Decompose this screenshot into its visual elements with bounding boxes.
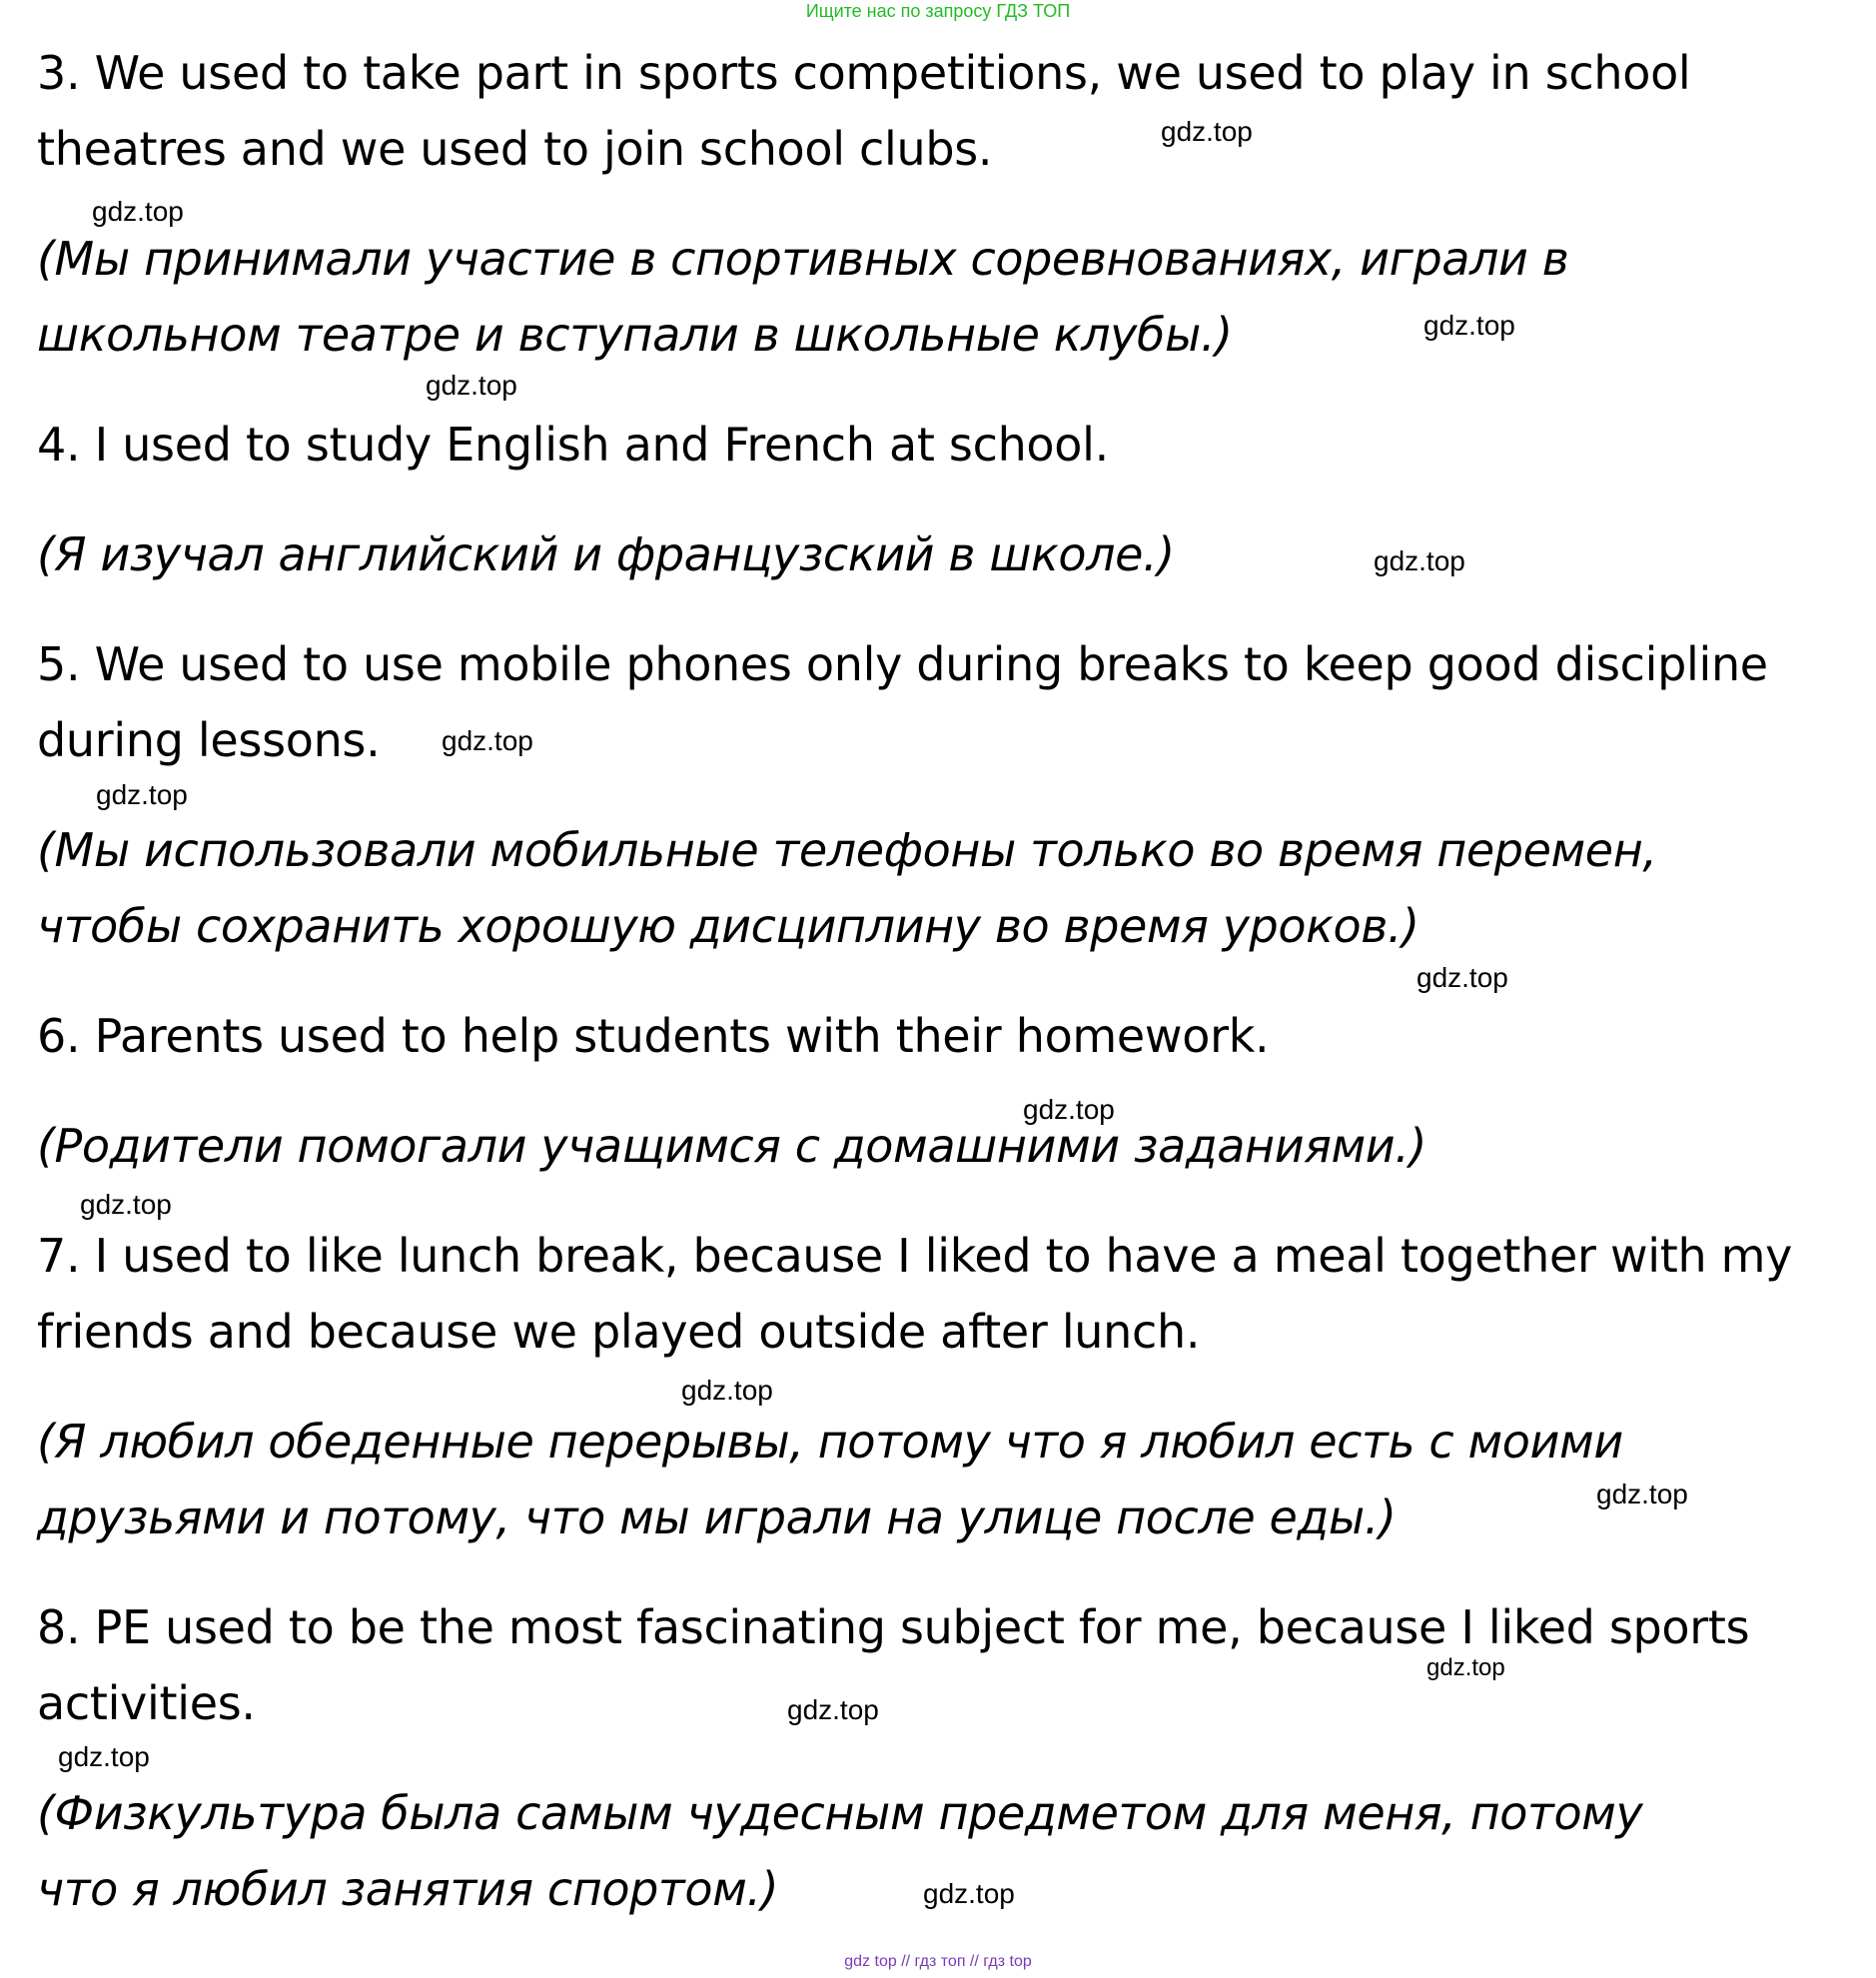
item-5-english-line-2: during lessons. bbox=[37, 713, 381, 767]
watermark: gdz.top bbox=[1374, 545, 1465, 576]
item-7-english-line-1: 7. I used to like lunch break, because I liked to have a meal together with my bbox=[37, 1229, 1793, 1283]
top-banner: Ищите нас по запросу ГДЗ ТОП bbox=[805, 1, 1071, 21]
item-4-english-line-1: 4. I used to study English and French at school. bbox=[37, 418, 1109, 472]
watermark: gdz.top bbox=[787, 1694, 879, 1725]
item-4-russian-line-1: (Я изучал английский и французский в школе.) bbox=[37, 527, 1175, 581]
item-3-english-line-2: theatres and we used to join school clubs. bbox=[37, 122, 993, 176]
watermark: gdz.top bbox=[80, 1189, 172, 1220]
watermark: gdz.top bbox=[96, 779, 188, 810]
item-3-english-line-1: 3. We used to take part in sports competitions, we used to play in school bbox=[37, 46, 1691, 100]
watermark: gdz.top bbox=[58, 1741, 150, 1772]
watermark: gdz.top bbox=[1426, 1654, 1505, 1681]
watermark: gdz.top bbox=[1161, 116, 1253, 147]
watermark: gdz.top bbox=[681, 1375, 773, 1406]
item-5-russian-line-1: (Мы использовали мобильные телефоны только во время перемен, bbox=[37, 823, 1657, 877]
watermark: gdz.top bbox=[1023, 1094, 1115, 1125]
watermark: gdz.top bbox=[923, 1878, 1015, 1909]
item-6-russian-line-1: (Родители помогали учащимся с домашними заданиями.) bbox=[37, 1119, 1427, 1173]
watermark: gdz.top bbox=[426, 370, 517, 401]
watermark: gdz.top bbox=[92, 196, 184, 227]
item-7-english-line-2: friends and because we played outside after lunch. bbox=[37, 1305, 1201, 1359]
item-7-russian-line-2: друзьями и потому, что мы играли на улице после еды.) bbox=[37, 1490, 1397, 1544]
watermark: gdz.top bbox=[1416, 962, 1508, 993]
item-5-russian-line-2: чтобы сохранить хорошую дисциплину во время уроков.) bbox=[37, 899, 1419, 953]
item-8-russian-line-2: что я любил занятия спортом.) bbox=[37, 1862, 779, 1916]
watermark: gdz.top bbox=[1596, 1479, 1688, 1509]
item-8-english-line-1: 8. PE used to be the most fascinating subject for me, because I liked sports bbox=[37, 1600, 1750, 1654]
item-7-russian-line-1: (Я любил обеденные перерывы, потому что я любил есть с моими bbox=[37, 1415, 1623, 1469]
watermark: gdz.top bbox=[1423, 310, 1515, 341]
watermark: gdz.top bbox=[442, 725, 533, 756]
item-8-russian-line-1: (Физкультура была самым чудесным предметом для меня, потому bbox=[37, 1786, 1643, 1840]
item-6-english-line-1: 6. Parents used to help students with their homework. bbox=[37, 1009, 1270, 1063]
item-8-english-line-2: activities. bbox=[37, 1676, 256, 1730]
item-3-russian-line-1: (Мы принимали участие в спортивных соревнованиях, играли в bbox=[37, 232, 1569, 286]
item-3-russian-line-2: школьном театре и вступали в школьные клубы.) bbox=[37, 308, 1233, 362]
footer-links: gdz top // гдз топ // гдз top bbox=[844, 1953, 1032, 1970]
item-5-english-line-1: 5. We used to use mobile phones only during breaks to keep good discipline bbox=[37, 637, 1768, 691]
